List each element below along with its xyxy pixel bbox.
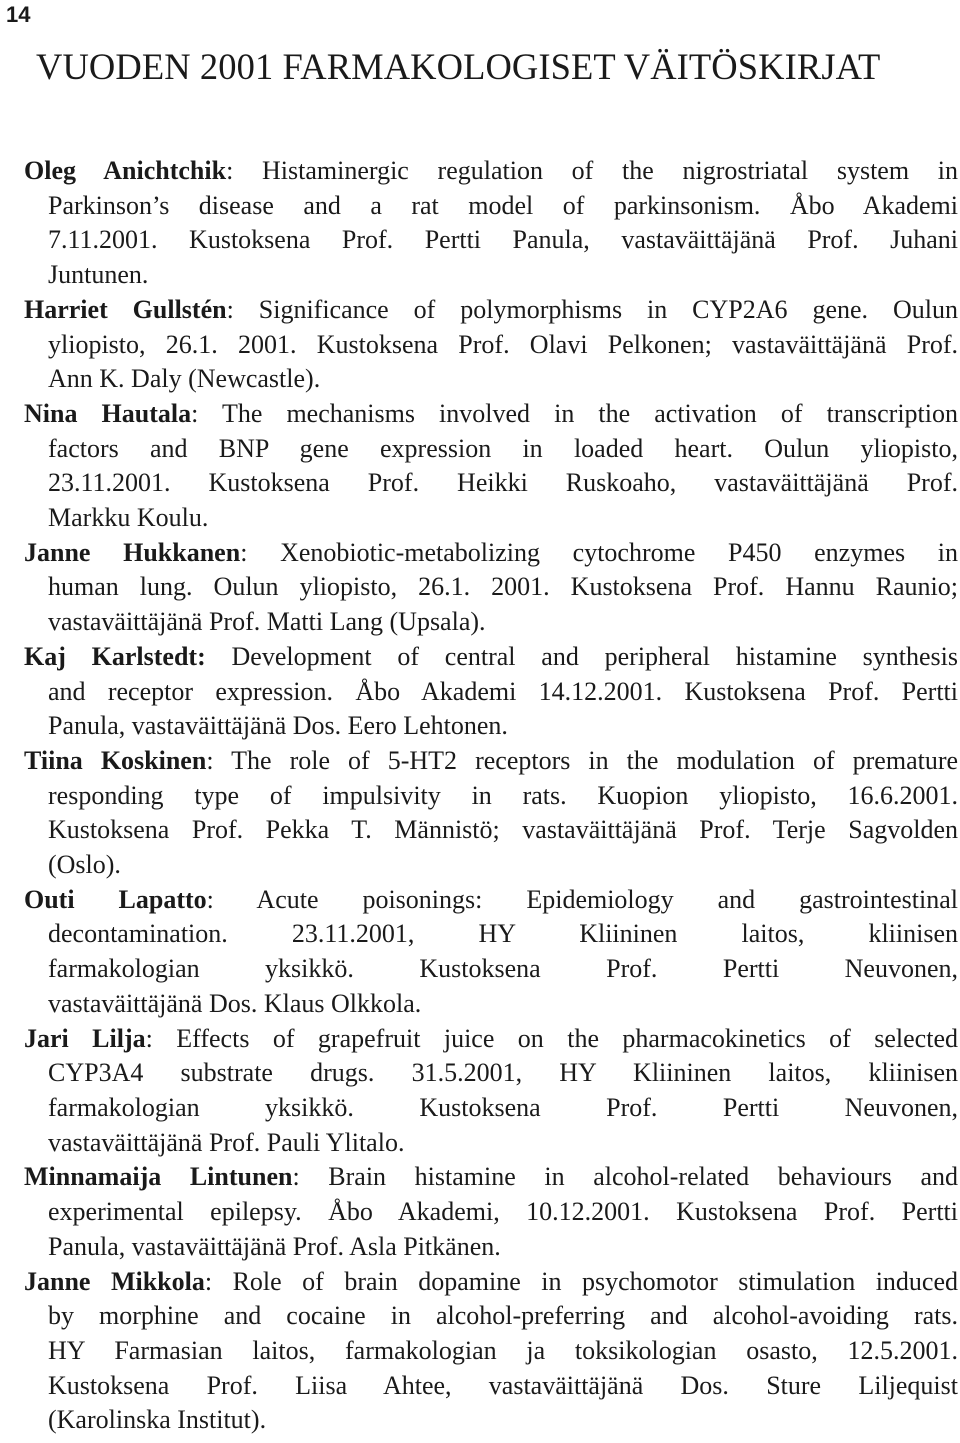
author-name: Janne Mikkola xyxy=(24,1266,205,1296)
entry-first-line xyxy=(24,536,958,571)
entry-line: Kustoksena Prof. Pekka T. Männistö; vastaväittäjänä Prof. Terje Sagvolden xyxy=(48,815,958,845)
entry-line: farmakologian yksikkö. Kustoksena Prof. Pertti Neuvonen, xyxy=(48,1092,958,1122)
entry-first-line xyxy=(24,883,958,918)
entry-first-line xyxy=(24,1265,958,1300)
author-name: Tiina Koskinen xyxy=(24,745,207,775)
entry-first-line xyxy=(24,1022,958,1057)
dissertation-entry xyxy=(24,1022,958,1161)
entry-line: 23.11.2001. Kustoksena Prof. Heikki Ruskoaho, vastaväittäjänä Prof. xyxy=(48,468,958,498)
entry-line: factors and BNP gene expression in loaded heart. Oulun yliopisto, xyxy=(48,433,958,463)
entry-line: Kustoksena Prof. Liisa Ahtee, vastaväittäjänä Dos. Sture Liljequist xyxy=(48,1370,958,1400)
entry-text: : Brain histamine in alcohol-related behaviours and xyxy=(292,1162,958,1192)
entry-line: Parkinson’s disease and a rat model of parkinsonism. Åbo Akademi xyxy=(48,190,958,220)
dissertation-entry xyxy=(24,154,958,293)
entry-text: : Acute poisonings: Epidemiology and gastrointestinal xyxy=(206,884,958,914)
entry-first-line xyxy=(24,744,958,779)
author-name: Minnamaija Lintunen xyxy=(24,1162,293,1192)
entry-line: vastaväittäjänä Prof. Pauli Ylitalo. xyxy=(48,1127,405,1157)
author-name: Oleg Anichtchik xyxy=(24,156,227,185)
dissertation-entry xyxy=(24,744,958,883)
author-name: Janne Hukkanen xyxy=(24,537,241,567)
entry-text: Development of central and peripheral histamine synthesis xyxy=(205,641,959,671)
entry-first-line xyxy=(24,397,958,432)
entry-line: yliopisto, 26.1. 2001. Kustoksena Prof. Olavi Pelkonen; vastaväittäjänä Prof. xyxy=(48,329,959,359)
entry-line: by morphine and cocaine in alcohol-preferring and alcohol-avoiding rats. xyxy=(48,1301,958,1331)
entry-line: vastaväittäjänä Prof. Matti Lang (Upsala). xyxy=(48,607,486,637)
page-number: 14 xyxy=(6,2,31,27)
dissertation-entry xyxy=(24,883,958,1022)
entry-line: experimental epilepsy. Åbo Akademi, 10.12.2001. Kustoksena Prof. Pertti xyxy=(48,1197,958,1227)
dissertation-entry xyxy=(24,397,958,536)
entry-text: : Role of brain dopamine in psychomotor stimulation induced xyxy=(204,1266,959,1296)
dissertation-entry xyxy=(24,1265,958,1439)
entry-line: (Karolinska Institut). xyxy=(48,1405,267,1435)
entry-line: Juntunen. xyxy=(48,260,149,290)
author-name: Outi Lapatto xyxy=(24,884,207,914)
author-name: Nina Hautala xyxy=(24,398,192,428)
entry-line: 7.11.2001. Kustoksena Prof. Pertti Panula, vastaväittäjänä Prof. Juhani xyxy=(48,225,958,255)
entry-text: : Effects of grapefruit juice on the pharmacokinetics of selected xyxy=(145,1023,958,1053)
entry-first-line xyxy=(24,640,958,675)
entry-text: : Histaminergic regulation of the nigrostriatal system in xyxy=(226,156,958,185)
entry-line: decontamination. 23.11.2001, HY Kliininen laitos, kliinisen xyxy=(48,919,958,949)
author-name: Kaj Karlstedt: xyxy=(24,641,206,671)
entry-first-line xyxy=(24,154,958,189)
dissertation-entry xyxy=(24,1160,958,1264)
entry-first-line xyxy=(24,1160,958,1195)
entry-line: Ann K. Daly (Newcastle). xyxy=(48,364,321,394)
entry-text: : Significance of polymorphisms in CYP2A6 gene. Oulun xyxy=(226,294,959,324)
entry-line: (Oslo). xyxy=(48,850,121,880)
dissertation-entry xyxy=(24,293,958,397)
entry-first-line xyxy=(24,293,958,328)
author-name: Harriet Gullstén xyxy=(24,294,227,324)
entry-text: : The mechanisms involved in the activation of transcription xyxy=(191,398,958,428)
entry-text: : The role of 5-HT2 receptors in the modulation of premature xyxy=(206,745,959,775)
entry-line: HY Farmasian laitos, farmakologian ja toksikologian osasto, 12.5.2001. xyxy=(48,1335,958,1365)
dissertation-list xyxy=(24,154,958,1438)
entry-line: Panula, vastaväittäjänä Prof. Asla Pitkänen. xyxy=(48,1231,501,1261)
entry-line: responding type of impulsivity in rats. Kuopion yliopisto, 16.6.2001. xyxy=(48,780,958,810)
dissertation-entry xyxy=(24,536,958,640)
entry-line: human lung. Oulun yliopisto, 26.1. 2001. Kustoksena Prof. Hannu Raunio; xyxy=(48,572,958,602)
entry-text: : Xenobiotic-metabolizing cytochrome P450 enzymes in xyxy=(240,537,958,567)
entry-line: and receptor expression. Åbo Akademi 14.12.2001. Kustoksena Prof. Pertti xyxy=(48,676,958,706)
entry-line: Panula, vastaväittäjänä Dos. Eero Lehtonen. xyxy=(48,711,508,741)
entry-line: vastaväittäjänä Dos. Klaus Olkkola. xyxy=(48,988,422,1018)
entry-line: farmakologian yksikkö. Kustoksena Prof. Pertti Neuvonen, xyxy=(48,954,958,984)
author-name: Jari Lilja xyxy=(24,1023,146,1053)
entry-line: Markku Koulu. xyxy=(48,503,209,533)
page-title: VUODEN 2001 FARMAKOLOGISET VÄITÖSKIRJAT xyxy=(36,46,881,87)
dissertation-entry xyxy=(24,640,958,744)
entry-line: CYP3A4 substrate drugs. 31.5.2001, HY Kliininen laitos, kliinisen xyxy=(48,1058,958,1088)
